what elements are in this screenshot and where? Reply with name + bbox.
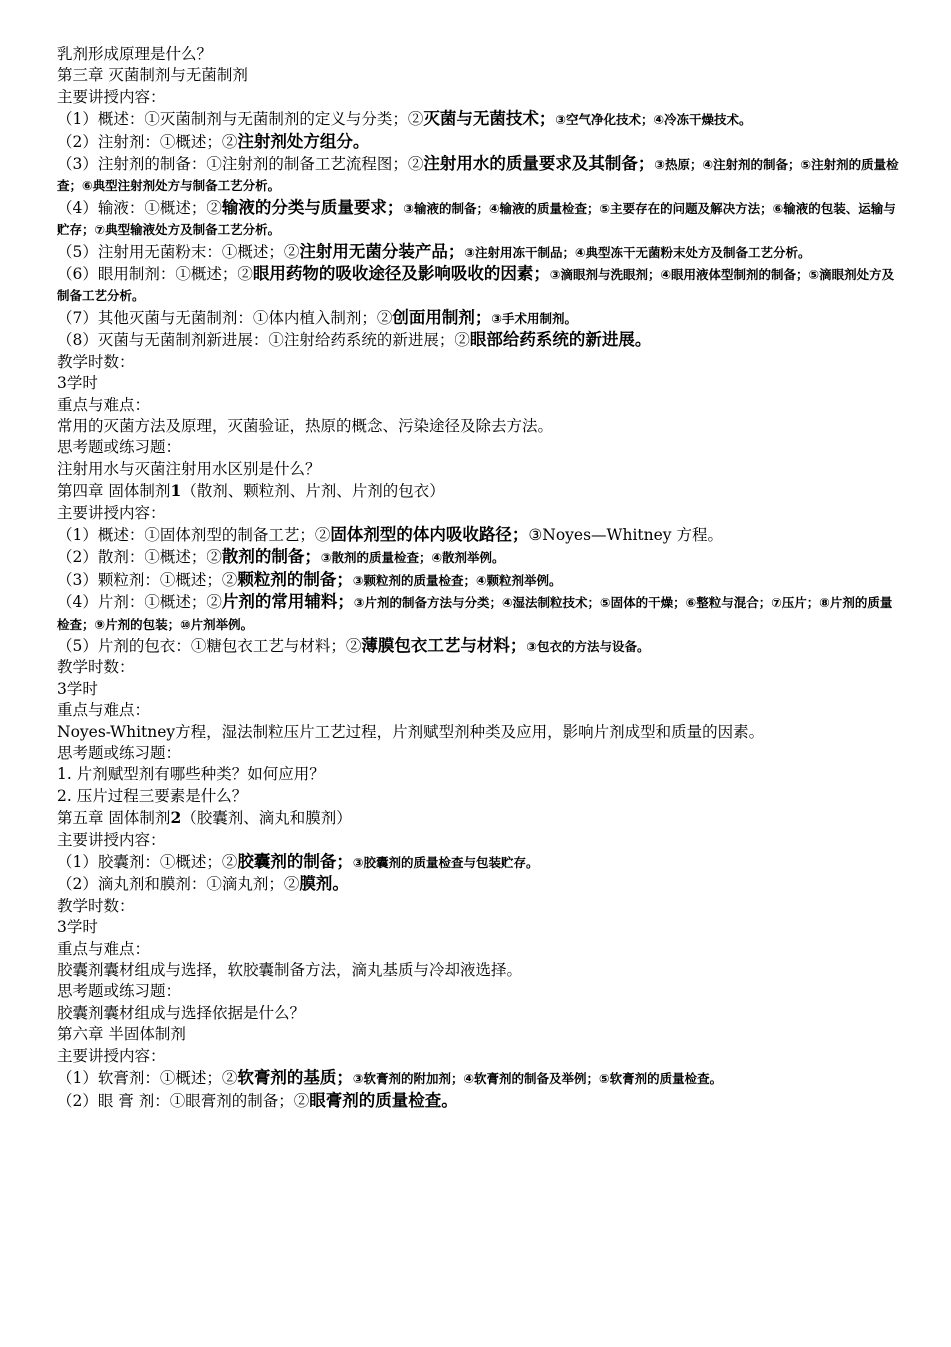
text-line xyxy=(57,524,901,546)
text-run: 注射剂处方组分。 xyxy=(237,131,370,151)
text-run: 1 xyxy=(170,481,182,501)
text-run: （1）软膏剂：①概述；② xyxy=(57,1069,238,1088)
text-run: 胶囊剂囊材组成与选择依据是什么？ xyxy=(57,1003,306,1022)
text-run: 眼用药物的吸收途径及影响吸收的因素； xyxy=(252,264,550,284)
text-line xyxy=(57,635,901,657)
text-run: 重点与难点： xyxy=(57,939,151,958)
text-line xyxy=(57,437,901,458)
text-run: 思考题或练习题： xyxy=(57,744,182,762)
text-run: （8）灭菌与无菌制剂新进展：①注射给药系统的新进展；② xyxy=(57,331,470,350)
text-run: 第五章 固体制剂 xyxy=(57,809,171,828)
text-line xyxy=(57,546,901,568)
text-run: 乳剂形成原理是什么？ xyxy=(57,45,213,63)
text-run: 固体剂型的体内吸收路径； xyxy=(330,524,529,544)
text-run: （2）滴丸剂和膜剂：①滴丸剂；② xyxy=(57,875,300,894)
text-run: 胶囊剂囊材组成与选择，软胶囊制备方法，滴丸基质与冷却液选择。 xyxy=(57,961,523,980)
text-line xyxy=(57,459,901,480)
text-run: 主要讲授内容： xyxy=(57,1046,166,1065)
text-run: 第四章 固体制剂 xyxy=(57,482,171,501)
text-line xyxy=(57,329,901,351)
text-line xyxy=(57,503,901,524)
text-line xyxy=(57,395,901,416)
text-line xyxy=(57,960,901,981)
text-run: ③片剂的制备方法与分类；④湿法制粒技术；⑤固体的干燥；⑥整粒与混合；⑦压片；⑧片剂的质量检查；⑨片剂的包装；⑩片剂举例。 xyxy=(57,595,893,632)
text-run: 第三章 灭菌制剂与无菌制剂 xyxy=(57,66,248,85)
text-run: （6）眼用制剂：①概述；② xyxy=(57,265,253,284)
text-line xyxy=(57,1024,901,1045)
text-line xyxy=(57,830,901,851)
text-run: ③热原；④注射剂的制备；⑤注射剂的质量检查；⑥典型注射剂处方与制备工艺分析。 xyxy=(57,157,899,194)
text-run: ③注射用冻干制品；④典型冻干无菌粉末处方及制备工艺分析。 xyxy=(464,244,811,260)
text-line xyxy=(57,851,901,873)
text-run: （1）概述：①灭菌制剂与无菌制剂的定义与分类；② xyxy=(57,110,424,129)
text-line xyxy=(57,87,901,108)
text-line xyxy=(57,786,901,807)
text-run: 思考题或练习题： xyxy=(57,438,182,457)
text-run: 思考题或练习题： xyxy=(57,982,182,1001)
text-run: ③颗粒剂的质量检查；④颗粒剂举例。 xyxy=(352,572,562,588)
text-run: （胶囊剂、滴丸和膜剂） xyxy=(181,809,352,828)
text-run: 3学时 xyxy=(57,679,98,698)
text-run: 片剂的常用辅料； xyxy=(221,592,354,612)
text-line xyxy=(57,981,901,1002)
text-line xyxy=(57,416,901,437)
text-run: 2. 压片过程三要素是什么？ xyxy=(57,786,248,805)
text-line xyxy=(57,480,901,502)
text-run: 注射用水的质量要求及其制备； xyxy=(423,154,655,174)
text-run: （3）注射剂的制备：①注射剂的制备工艺流程图；② xyxy=(57,155,424,174)
text-line xyxy=(57,263,901,307)
text-run: （2）注射剂：①概述；② xyxy=(57,132,238,151)
text-run: （4）输液：①概述；② xyxy=(57,198,222,217)
text-line xyxy=(57,939,901,960)
text-line xyxy=(57,657,901,678)
text-run: 颗粒剂的制备； xyxy=(237,569,353,589)
text-run: 散剂的制备； xyxy=(221,547,321,567)
text-line xyxy=(57,373,901,394)
text-run: （2）眼 膏 剂：①眼膏剂的制备；② xyxy=(57,1091,310,1110)
text-run: Noyes-Whitney方程，湿法制粒压片工艺过程，片剂赋型剂种类及应用，影响片剂成型和质量的因素。 xyxy=(57,722,765,741)
text-line xyxy=(57,1003,901,1024)
text-run: 重点与难点： xyxy=(57,395,151,414)
text-run: （1）概述：①固体剂型的制备工艺；② xyxy=(57,525,331,544)
text-line xyxy=(57,807,901,829)
text-run: ③手术用制剂。 xyxy=(491,310,577,326)
text-run: ③输液的制备；④输液的质量检查；⑤主要存在的问题及解决方法；⑥输液的包装、运输与贮存；⑦典型输液处方及制备工艺分析。 xyxy=(57,200,896,238)
text-line xyxy=(57,917,901,938)
text-run: ③散剂的质量检查；④散剂举例。 xyxy=(320,550,505,566)
text-line xyxy=(57,679,901,700)
text-line xyxy=(57,108,901,130)
text-run: 膜剂。 xyxy=(299,874,349,894)
text-run: 重点与难点： xyxy=(57,701,151,720)
text-run: （2）散剂：①概述；② xyxy=(57,548,222,567)
text-run: 软膏剂的基质； xyxy=(237,1068,353,1088)
text-run: 教学时数： xyxy=(57,658,135,677)
text-line xyxy=(57,1067,901,1089)
text-run: 注射用水与灭菌注射用水区别是什么？ xyxy=(57,459,321,478)
text-run: （7）其他灭菌与无菌制剂：①体内植入制剂；② xyxy=(57,308,393,327)
text-run: ③软膏剂的附加剂；④软膏剂的制备及举例；⑤软膏剂的质量检查。 xyxy=(352,1071,723,1087)
text-run: 输液的分类与质量要求； xyxy=(221,197,404,217)
text-run: （1）胶囊剂：①概述；② xyxy=(57,853,238,872)
text-run: 3学时 xyxy=(57,374,98,393)
text-run: 主要讲授内容： xyxy=(57,830,166,849)
text-run: 3学时 xyxy=(57,918,98,937)
text-line xyxy=(57,65,901,86)
text-run: （4）片剂：①概述；② xyxy=(57,593,222,612)
text-run: 创面用制剂； xyxy=(392,307,492,327)
text-run: 眼部给药系统的新进展。 xyxy=(469,330,652,350)
text-run: 2 xyxy=(170,808,182,828)
text-run: 主要讲授内容： xyxy=(57,503,166,522)
text-line xyxy=(57,131,901,153)
text-line xyxy=(57,764,901,785)
text-run: ③滴眼剂与洗眼剂；④眼用液体型制剂的制备；⑤滴眼剂处方及制备工艺分析。 xyxy=(57,267,895,304)
text-run: （5）注射用无菌粉末：①概述；② xyxy=(57,242,300,261)
text-line xyxy=(57,352,901,373)
text-run: 主要讲授内容： xyxy=(57,87,166,106)
text-run: 1. 片剂赋型剂有哪些种类？如何应用？ xyxy=(57,765,325,784)
text-run: 薄膜包衣工艺与材料； xyxy=(361,635,527,655)
text-run: 灭菌与无菌技术； xyxy=(423,109,556,129)
text-line xyxy=(57,1090,901,1112)
text-run: 教学时数： xyxy=(57,896,135,915)
text-line xyxy=(57,307,901,329)
text-run: ③包衣的方法与设备。 xyxy=(526,638,650,654)
text-run: 眼膏剂的质量检查。 xyxy=(309,1090,458,1110)
text-line xyxy=(57,743,901,764)
text-line xyxy=(57,153,901,197)
text-run: ③空气净化技术；④冷冻干燥技术。 xyxy=(555,112,752,128)
text-line xyxy=(57,241,901,263)
text-run: ③Noyes—Whitney 方程。 xyxy=(528,525,723,544)
text-run: 教学时数： xyxy=(57,352,135,371)
text-line xyxy=(57,1046,901,1067)
text-line xyxy=(57,44,901,65)
text-line xyxy=(57,700,901,721)
text-line xyxy=(57,197,901,241)
text-run: （散剂、颗粒剂、片剂、片剂的包衣） xyxy=(181,482,445,501)
text-line xyxy=(57,591,901,635)
text-line xyxy=(57,722,901,743)
text-line xyxy=(57,896,901,917)
text-run: 常用的灭菌方法及原理，灭菌验证，热原的概念、污染途径及除去方法。 xyxy=(57,416,554,435)
text-run: 第六章 半固体制剂 xyxy=(57,1025,186,1044)
text-run: （5）片剂的包衣：①糖包衣工艺与材料；② xyxy=(57,636,362,655)
text-run: 胶囊剂的制备； xyxy=(237,852,353,872)
text-run: （3）颗粒剂：①概述；② xyxy=(57,570,238,589)
text-line xyxy=(57,569,901,591)
text-line xyxy=(57,873,901,895)
text-run: 注射用无菌分装产品； xyxy=(299,241,465,261)
text-run: ③胶囊剂的质量检查与包装贮存。 xyxy=(352,855,539,871)
